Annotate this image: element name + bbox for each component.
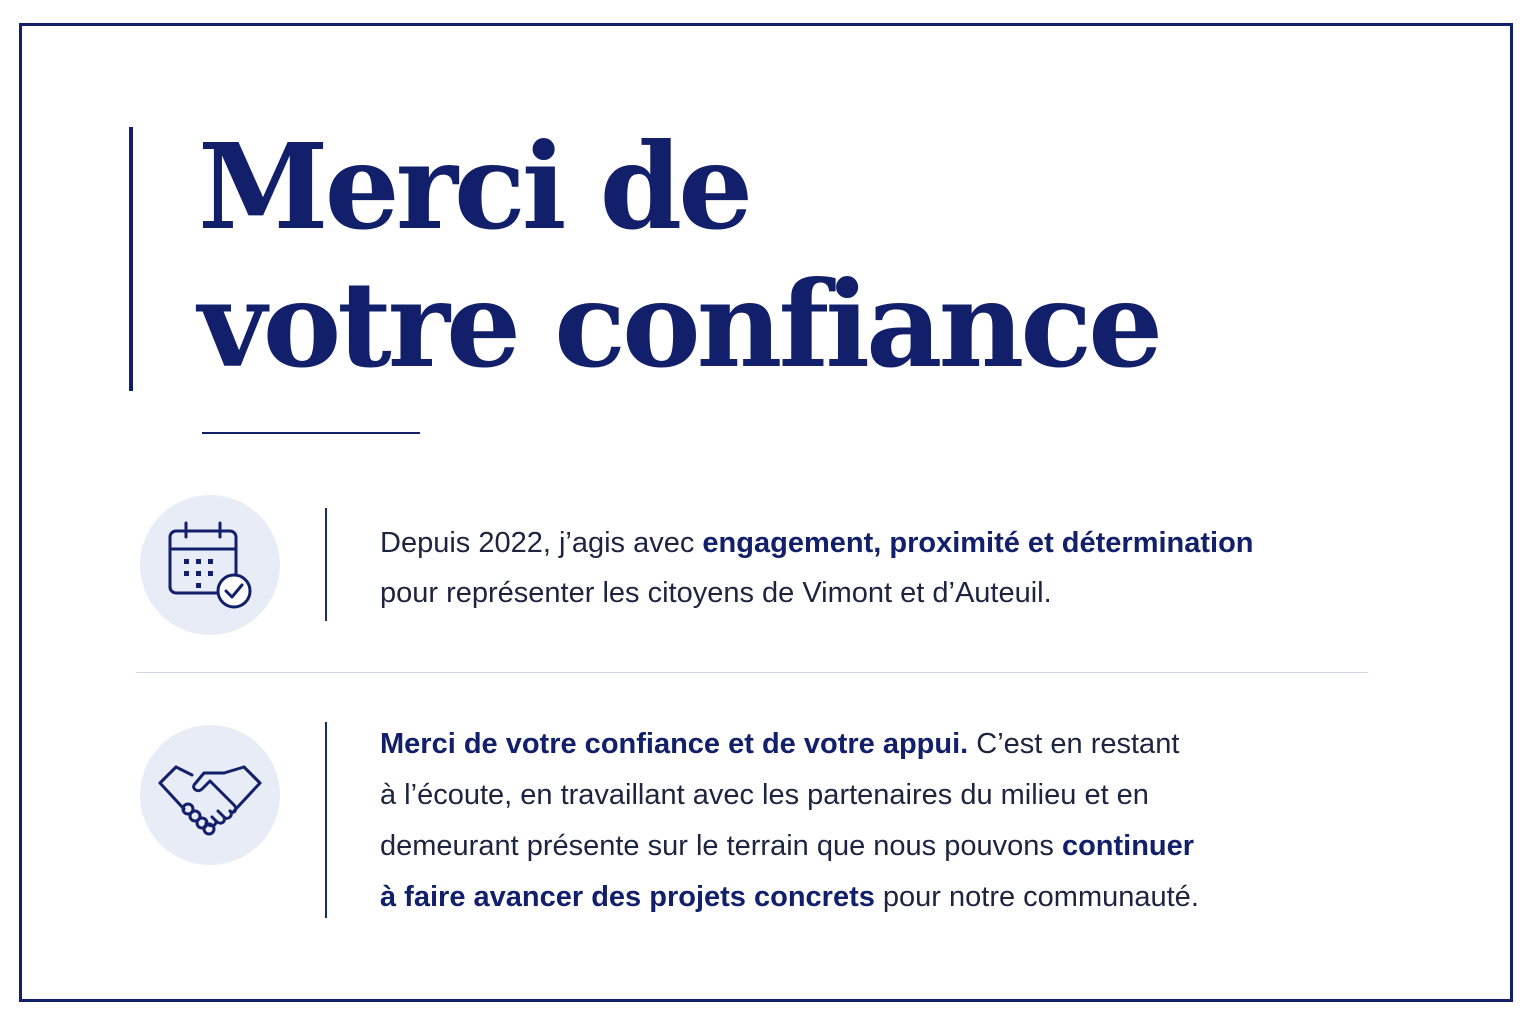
section2-text-bold-1: Merci de votre confiance et de votre appui. (380, 728, 969, 760)
section1-divider (325, 508, 327, 621)
section2-divider (325, 722, 327, 918)
title-line-2: votre confiance (198, 255, 1160, 394)
section2-text-rest-4: pour notre communauté. (874, 881, 1199, 913)
section2-text-rest-1: C’est en restant (968, 728, 1180, 760)
section2-text-bold-4: à faire avancer des projets concrets (380, 881, 875, 913)
section1-text (380, 518, 1254, 618)
handshake-icon (140, 725, 280, 865)
section1-text-prefix: Depuis 2022, j’agis avec (380, 527, 703, 559)
title-accent-bar (129, 127, 133, 391)
section2-text (380, 719, 1199, 923)
section2-text-bold-3: continuer (1061, 830, 1195, 862)
section2-text-line2: à l’écoute, en travaillant avec les partenaires du milieu et en (380, 779, 1149, 811)
section1-text-bold: engagement, proximité et détermination (702, 527, 1254, 559)
title-underline (202, 432, 420, 434)
calendar-check-icon (140, 495, 280, 635)
page-title (198, 118, 1159, 394)
section2-text-prefix-3: demeurant présente sur le terrain que nous pouvons (380, 830, 1062, 862)
section1-text-line2: pour représenter les citoyens de Vimont et d’Auteuil. (380, 577, 1052, 609)
title-line-1: Merci de (198, 117, 750, 256)
section-separator (136, 672, 1368, 673)
